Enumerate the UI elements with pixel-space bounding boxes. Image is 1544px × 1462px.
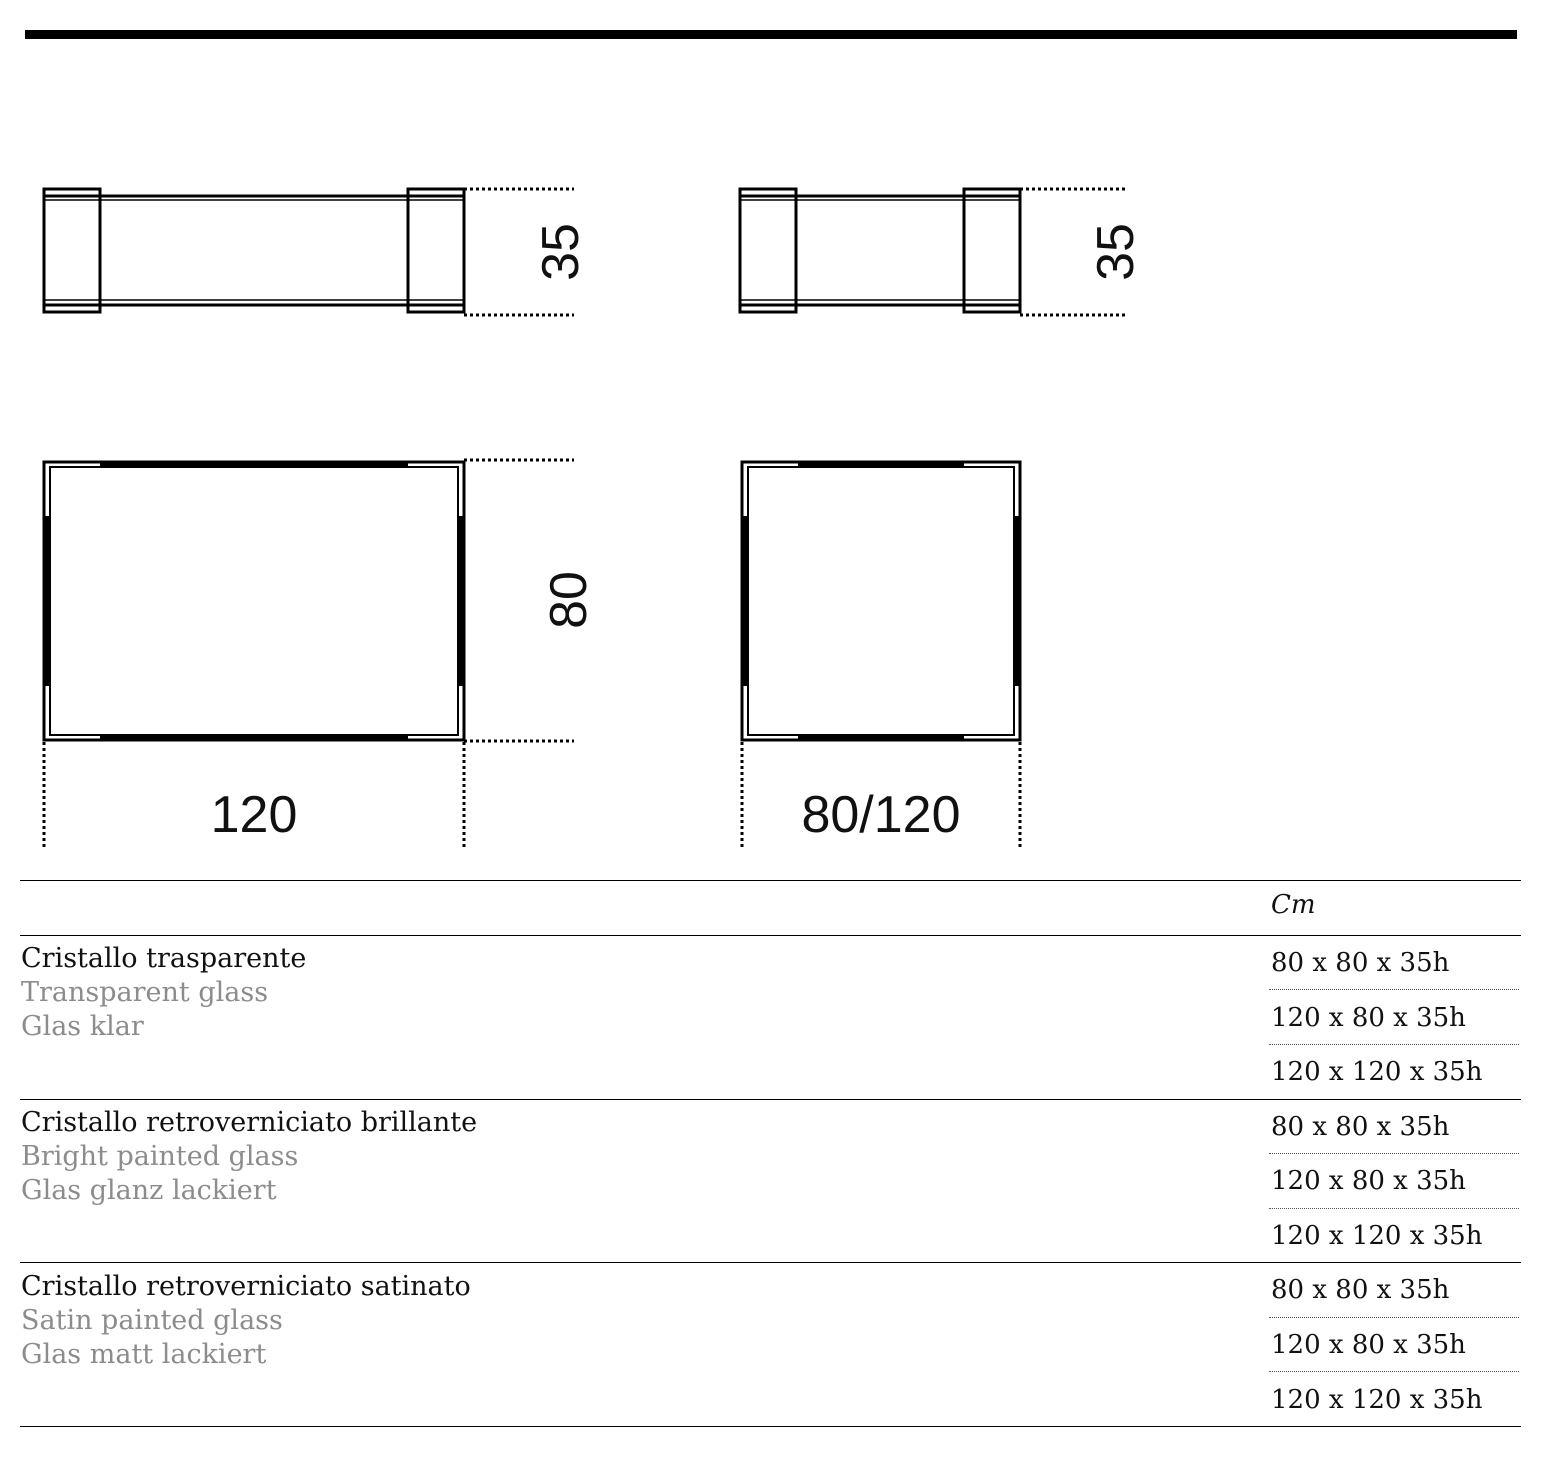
size-value: 120 x 80 x 35h <box>1271 1330 1466 1360</box>
material-name-en: Satin painted glass <box>21 1305 283 1336</box>
material-name-it: Cristallo trasparente <box>21 943 307 974</box>
width-dimension-label: 80/120 <box>801 786 961 844</box>
size-value: 80 x 80 x 35h <box>1271 948 1450 978</box>
table-rule <box>20 935 1521 936</box>
front-elevation-small <box>740 189 1126 315</box>
material-name-it: Cristallo retroverniciato satinato <box>21 1271 471 1302</box>
size-value: 120 x 80 x 35h <box>1271 1003 1466 1033</box>
size-value: 120 x 80 x 35h <box>1271 1166 1466 1196</box>
material-name-de: Glas matt lackiert <box>21 1339 267 1370</box>
top-view-rectangular <box>44 460 574 848</box>
size-value: 120 x 120 x 35h <box>1271 1221 1483 1251</box>
material-group <box>21 942 306 1044</box>
table-rule <box>20 880 1521 881</box>
row-separator <box>1269 1044 1519 1045</box>
material-group <box>21 1106 477 1208</box>
row-separator <box>1269 1317 1519 1318</box>
height-dimension-label: 35 <box>532 223 590 281</box>
size-value: 80 x 80 x 35h <box>1271 1275 1450 1305</box>
size-value: 120 x 120 x 35h <box>1271 1385 1483 1415</box>
row-separator <box>1269 1371 1519 1372</box>
material-name-de: Glas klar <box>21 1011 144 1042</box>
width-dimension-label: 120 <box>210 786 298 844</box>
material-name-de: Glas glanz lackiert <box>21 1175 277 1206</box>
table-rule <box>20 1426 1521 1427</box>
row-separator <box>1269 1153 1519 1154</box>
material-group <box>21 1270 471 1372</box>
height-dimension-label: 35 <box>1087 223 1145 281</box>
front-elevation-large <box>44 189 574 315</box>
material-name-it: Cristallo retroverniciato brillante <box>21 1107 478 1138</box>
unit-header: Cm <box>1271 890 1316 920</box>
row-separator <box>1269 1208 1519 1209</box>
material-name-en: Transparent glass <box>21 977 269 1008</box>
material-name-en: Bright painted glass <box>21 1141 299 1172</box>
row-separator <box>1269 989 1519 990</box>
table-rule <box>20 1262 1521 1263</box>
size-value: 80 x 80 x 35h <box>1271 1112 1450 1142</box>
depth-dimension-label: 80 <box>540 571 598 629</box>
table-rule <box>20 1099 1521 1100</box>
size-value: 120 x 120 x 35h <box>1271 1057 1483 1087</box>
